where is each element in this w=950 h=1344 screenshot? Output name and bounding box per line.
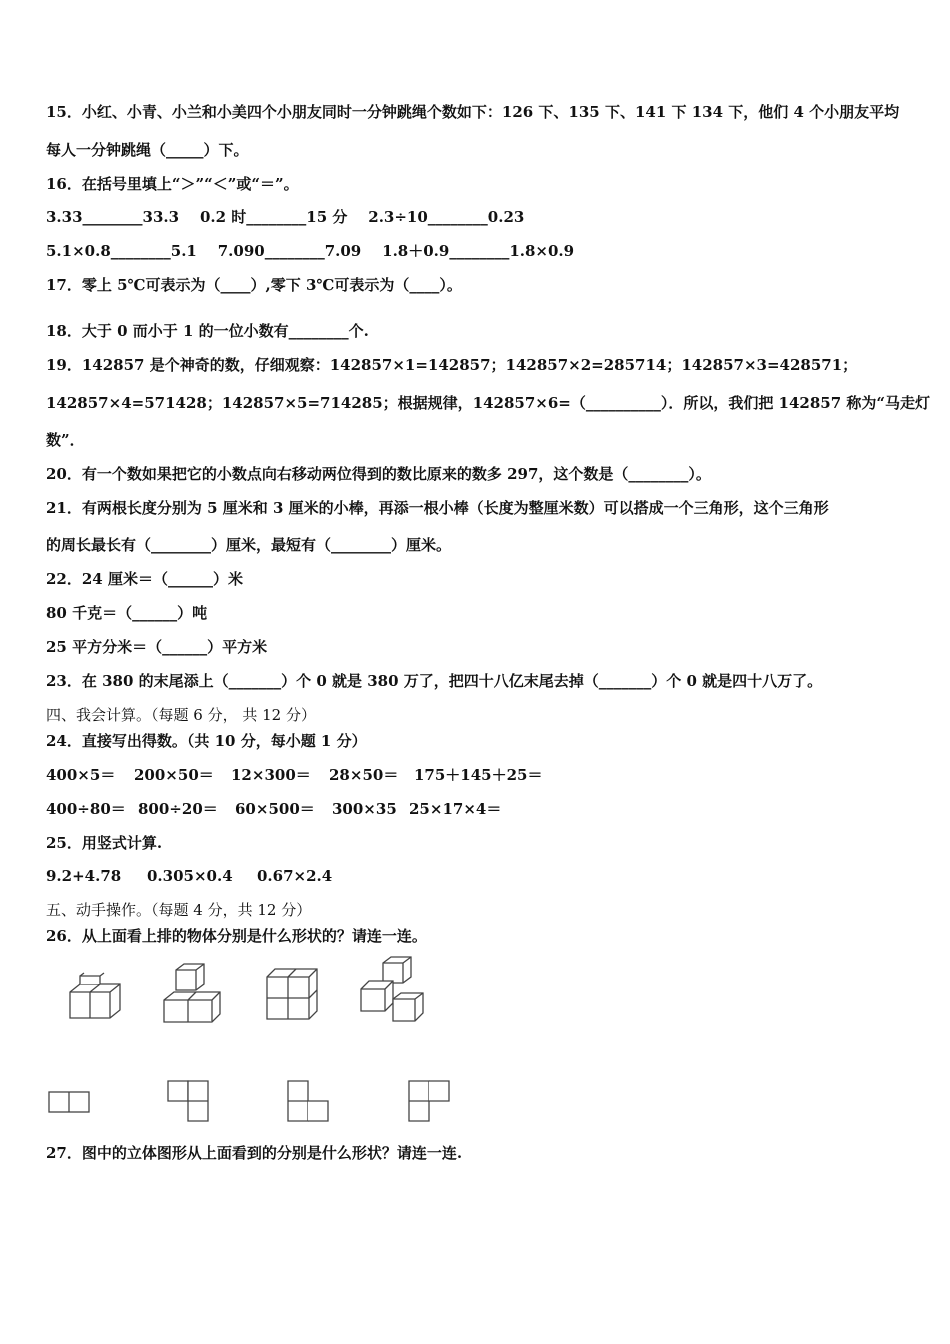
section4-title: 四、我会计算。（每题 6 分， 共 12 分） <box>46 706 316 724</box>
q24-row2-item: 400÷80＝ <box>46 800 126 818</box>
q19-line2: 142857×4=571428；142857×5=714285；根据规律，142857×6=（__________）．所以，我们把 142857 称为“马走灯 <box>46 394 931 412</box>
top-view-1 <box>48 1091 92 1115</box>
q18-text: 18．大于 0 而小于 1 的一位小数有________个. <box>46 322 369 340</box>
solid-figure-1 <box>66 972 126 1022</box>
q24-row1-item: 400×5＝ <box>46 766 116 784</box>
solid-figure-3 <box>263 965 323 1023</box>
q22-line1: 22．24 厘米＝（______）米 <box>46 570 243 588</box>
q24-row2-item: 300×35 <box>332 800 397 818</box>
q21-line1: 21．有两根长度分别为 5 厘米和 3 厘米的小棒，再添一根小棒（长度为整厘米数）可以搭成一个三角形，这个三角形 <box>46 499 829 517</box>
q24-row1-item: 175＋145＋25＝ <box>414 766 543 784</box>
q20-text: 20．有一个数如果把它的小数点向右移动两位得到的数比原来的数多 297，这个数是（________）。 <box>46 465 711 483</box>
q25-item: 0.305×0.4 <box>147 867 233 885</box>
q25-item: 0.67×2.4 <box>257 867 333 885</box>
top-view-4 <box>408 1080 452 1124</box>
q24-row2-item: 800÷20＝ <box>138 800 218 818</box>
q19-line1: 19．142857 是个神奇的数，仔细观察：142857×1=142857；142857×2=285714；142857×3=428571； <box>46 356 858 374</box>
section5-title: 五、动手操作。（每题 4 分，共 12 分） <box>46 901 312 919</box>
q24-row1-item: 12×300＝ <box>231 766 311 784</box>
q23-text: 23．在 380 的末尾添上（_______）个 0 就是 380 万了，把四十八亿末尾去掉（_______）个 0 就是四十八万了。 <box>46 672 823 690</box>
top-view-2 <box>167 1080 211 1124</box>
solid-figure-2 <box>160 962 226 1024</box>
q25-title: 25．用竖式计算. <box>46 834 163 852</box>
q24-title: 24．直接写出得数。（共 10 分，每小题 1 分） <box>46 732 367 750</box>
top-view-3 <box>287 1080 331 1124</box>
q16-row1: 3.33________33.3 0.2 时________15 分 2.3÷10________0.23 <box>46 208 525 226</box>
q24-row1-item: 28×50＝ <box>329 766 399 784</box>
q24-row2-item: 25×17×4＝ <box>409 800 502 818</box>
q17-text: 17．零上 5℃可表示为（____）,零下 3℃可表示为（____）。 <box>46 276 462 294</box>
q22-line2: 80 千克＝（______）吨 <box>46 604 208 622</box>
solid-figure-4 <box>357 955 427 1023</box>
q24-row2-item: 60×500＝ <box>235 800 315 818</box>
q22-line3: 25 平方分米＝（______）平方米 <box>46 638 268 656</box>
q15-line2: 每人一分钟跳绳（_____）下。 <box>46 141 249 159</box>
q16-title: 16．在括号里填上“＞”“＜”或“＝”。 <box>46 175 299 193</box>
q24-row1-item: 200×50＝ <box>134 766 214 784</box>
q25-item: 9.2+4.78 <box>46 867 122 885</box>
q19-line3: 数”． <box>46 431 85 449</box>
q26-title: 26．从上面看上排的物体分别是什么形状的？请连一连。 <box>46 927 427 945</box>
q16-row2: 5.1×0.8________5.1 7.090________7.09 1.8＋0.9________1.8×0.9 <box>46 242 575 260</box>
q15-line1: 15．小红、小青、小兰和小美四个小朋友同时一分钟跳绳个数如下：126 下、135 下、141 下 134 下，他们 4 个小朋友平均 <box>46 103 900 121</box>
q27-title: 27．图中的立体图形从上面看到的分别是什么形状？请连一连. <box>46 1144 463 1162</box>
q21-line2: 的周长最长有（________）厘米，最短有（________）厘米。 <box>46 536 452 554</box>
